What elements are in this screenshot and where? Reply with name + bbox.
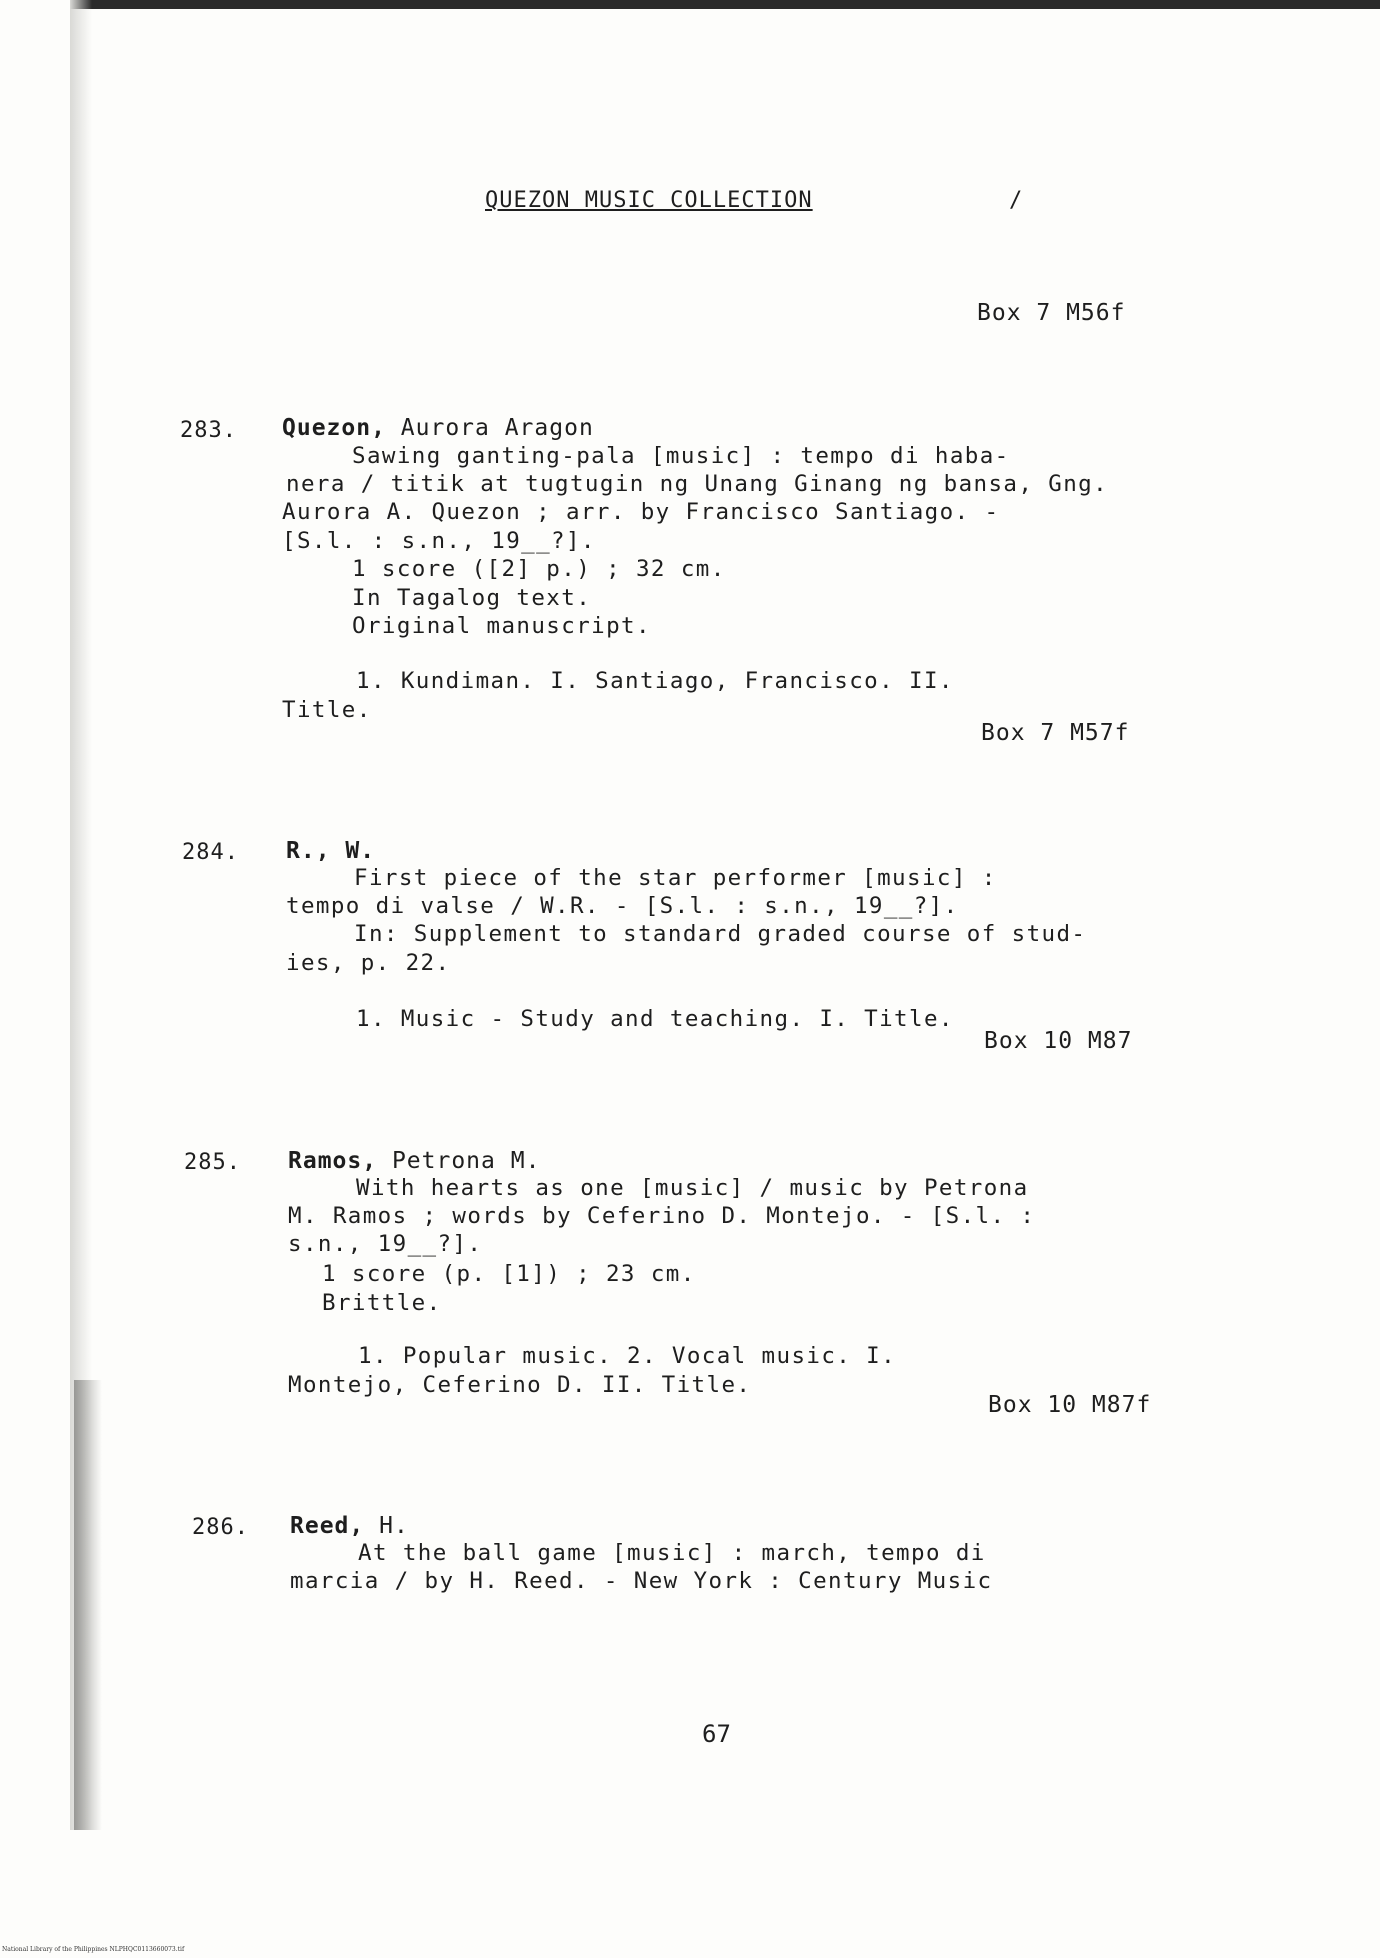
- box-label: Box 10 M87: [984, 1028, 1133, 1054]
- page-number: 67: [702, 1720, 731, 1748]
- entry-line: marcia / by H. Reed. - New York : Century Music: [290, 1568, 993, 1594]
- box-label: Box 7 M57f: [981, 720, 1130, 746]
- entry-number: 285.: [184, 1150, 241, 1175]
- entry-heading: [290, 1513, 409, 1539]
- entry-line: M. Ramos ; words by Ceferino D. Montejo. - [S.l. :: [288, 1203, 1036, 1229]
- scan-top-edge: [70, 0, 1380, 9]
- entry-line: 1. Kundiman. I. Santiago, Francisco. II.: [356, 668, 954, 694]
- entry-line: nera / titik at tugtugin ng Unang Ginang ng bansa, Gng.: [286, 471, 1109, 497]
- entry-line: Sawing ganting-pala [music] : tempo di haba-: [352, 443, 1010, 469]
- entry-line: In Tagalog text.: [352, 585, 592, 611]
- entry-line: 1 score (p. [1]) ; 23 cm.: [322, 1261, 696, 1287]
- scan-binding-shadow: [74, 1380, 102, 1830]
- entry-line: With hearts as one [music] / music by Petrona: [356, 1175, 1029, 1201]
- entry-line: 1. Music - Study and teaching. I. Title.: [356, 1006, 954, 1032]
- entry-line: In: Supplement to standard graded course of stud-: [354, 921, 1087, 947]
- entry-line: 1. Popular music. 2. Vocal music. I.: [358, 1343, 897, 1369]
- scan-footer: National Library of the Philippines NLPHQC0113660073.tif: [2, 1946, 185, 1953]
- entry-name: Reed,: [290, 1513, 365, 1539]
- entry-line: s.n., 19__?].: [288, 1231, 483, 1257]
- box-label: Box 7 M56f: [977, 300, 1126, 326]
- page-title-mark: /: [1009, 188, 1024, 213]
- entry-name-rest: Petrona M.: [377, 1148, 541, 1174]
- entry-line: Montejo, Ceferino D. II. Title.: [288, 1372, 752, 1398]
- entry-line: ies, p. 22.: [286, 950, 451, 976]
- entry-name: R., W.: [286, 838, 376, 864]
- entry-name: Ramos,: [288, 1148, 378, 1174]
- entry-heading: [282, 415, 594, 441]
- entry-line: tempo di valse / W.R. - [S.l. : s.n., 19__?].: [286, 893, 959, 919]
- entry-line: At the ball game [music] : march, tempo di: [358, 1540, 986, 1566]
- entry-number: 284.: [182, 840, 239, 865]
- entry-line: Brittle.: [322, 1290, 442, 1316]
- entry-name: Quezon,: [282, 415, 386, 441]
- entry-line: Title.: [282, 697, 372, 723]
- entry-name-rest: H.: [364, 1513, 409, 1539]
- box-label: Box 10 M87f: [988, 1392, 1152, 1418]
- entry-line: First piece of the star performer [music] :: [354, 865, 997, 891]
- entry-number: 286.: [192, 1515, 249, 1540]
- page-title: [485, 188, 1024, 213]
- entry-line: [S.l. : s.n., 19__?].: [282, 528, 596, 554]
- entry-number: 283.: [180, 418, 237, 443]
- entry-line: Aurora A. Quezon ; arr. by Francisco Santiago. -: [282, 499, 1000, 525]
- entry-heading: [288, 1148, 540, 1174]
- entry-line: Original manuscript.: [352, 613, 651, 639]
- entry-heading: [286, 838, 375, 864]
- page-title-text: QUEZON MUSIC COLLECTION: [485, 188, 813, 213]
- entry-line: 1 score ([2] p.) ; 32 cm.: [352, 556, 726, 582]
- entry-name-rest: Aurora Aragon: [385, 415, 594, 441]
